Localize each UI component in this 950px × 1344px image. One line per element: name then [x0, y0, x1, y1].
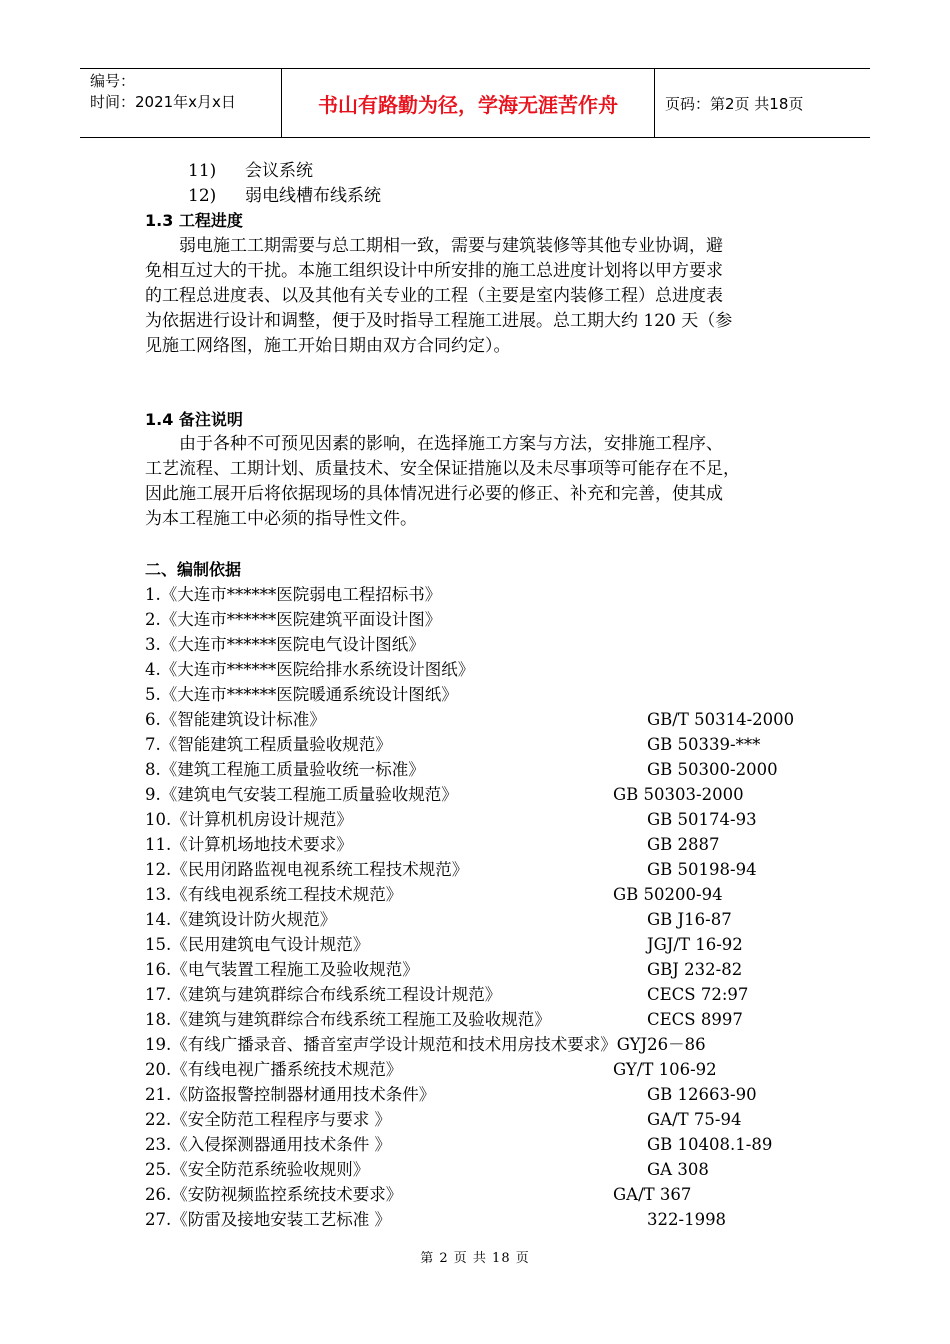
reference-item: [145, 907, 845, 932]
paragraph-line: 为依据进行设计和调整，便于及时指导工程施工进展。总工期大约 120 天（参: [145, 311, 733, 331]
reference-item: [145, 757, 845, 782]
reference-title: 18.《建筑与建筑群综合布线系统工程施工及验收规范》: [145, 1010, 551, 1029]
reference-code: GA 308: [647, 1160, 709, 1179]
header-time: 时间：2021年x月x日: [90, 93, 236, 111]
reference-title: 20.《有线电视广播系统技术规范》: [145, 1060, 403, 1079]
paragraph-line: 工艺流程、工期计划、质量技术、安全保证措施以及未尽事项等可能存在不足，: [145, 459, 740, 479]
reference-item: [145, 732, 845, 757]
section-heading: 1.4 备注说明: [145, 410, 243, 429]
reference-item: [145, 707, 845, 732]
reference-code: JGJ/T 16-92: [647, 935, 743, 954]
reference-item: [145, 1132, 845, 1157]
reference-title: 14.《建筑设计防火规范》: [145, 910, 337, 929]
paragraph-line: 免相互过大的干扰。本施工组织设计中所安排的施工总进度计划将以甲方要求: [145, 261, 723, 281]
reference-title: 23.《入侵探测器通用技术条件 》: [145, 1135, 391, 1154]
header-divider: [654, 69, 655, 137]
header-page-number: 页码：第2页 共18页: [665, 94, 804, 113]
reference-title: 11.《计算机场地技术要求》: [145, 835, 353, 854]
reference-code: GA/T 75-94: [647, 1110, 742, 1129]
reference-code: GA/T 367: [613, 1185, 692, 1204]
list-item-text: 弱电线槽布线系统: [245, 186, 381, 206]
reference-item: [145, 582, 845, 607]
reference-title: 4.《大连市******医院给排水系统设计图纸》: [145, 660, 475, 679]
header-number: 编号：: [90, 72, 136, 90]
reference-title: 26.《安防视频监控系统技术要求》: [145, 1185, 403, 1204]
reference-title: 6.《智能建筑设计标准》: [145, 710, 326, 729]
reference-code: CECS 8997: [647, 1010, 743, 1029]
reference-item: [145, 782, 845, 807]
reference-code: GB 50198-94: [647, 860, 757, 879]
paragraph-line: 弱电施工工期需要与总工期相一致，需要与建筑装修等其他专业协调，避: [179, 236, 723, 256]
reference-title: 2.《大连市******医院建筑平面设计图》: [145, 610, 442, 629]
reference-item: [145, 807, 845, 832]
paragraph-line: 见施工网络图，施工开始日期由双方合同约定）。: [145, 336, 511, 356]
reference-title: 10.《计算机机房设计规范》: [145, 810, 353, 829]
reference-title: 9.《建筑电气安装工程施工质量验收规范》: [145, 785, 458, 804]
section-paragraph: [145, 432, 825, 532]
reference-title: 19.《有线广播录音、播音室声学设计规范和技术用房技术要求》GYJ26－86: [145, 1035, 706, 1054]
reference-item: [145, 982, 845, 1007]
reference-code: GB/T 50314-2000: [647, 710, 795, 729]
reference-code: CECS 72:97: [647, 985, 749, 1004]
reference-title: 25.《安全防范系统验收规则》: [145, 1160, 370, 1179]
reference-title: 27.《防雷及接地安装工艺标准 》: [145, 1210, 391, 1229]
section-heading: 二、编制依据: [145, 560, 242, 579]
reference-item: [145, 832, 845, 857]
reference-code: 322-1998: [647, 1210, 727, 1229]
list-item-number: 12): [188, 186, 217, 206]
reference-code: GB 50303-2000: [613, 785, 744, 804]
reference-item: [145, 657, 845, 682]
page-header: [80, 68, 870, 138]
list-item-text: 会议系统: [245, 161, 313, 181]
reference-item: [145, 632, 845, 657]
reference-item: [145, 857, 845, 882]
reference-title: 22.《安全防范工程程序与要求 》: [145, 1110, 391, 1129]
reference-item: [145, 1207, 845, 1232]
reference-title: 12.《民用闭路监视电视系统工程技术规范》: [145, 860, 469, 879]
list-item-number: 11): [188, 161, 217, 181]
reference-item: [145, 932, 845, 957]
reference-code: GB 50174-93: [647, 810, 757, 829]
reference-title: 3.《大连市******医院电气设计图纸》: [145, 635, 425, 654]
reference-code: GBJ 232-82: [647, 960, 743, 979]
reference-item: [145, 1182, 845, 1207]
reference-title: 7.《智能建筑工程质量验收规范》: [145, 735, 392, 754]
page-footer: 第 2 页 共 18 页: [420, 1251, 530, 1266]
reference-code: GB 50200-94: [613, 885, 723, 904]
reference-code: GB 50339-***: [647, 735, 761, 754]
paragraph-line: 为本工程施工中必须的指导性文件。: [145, 509, 417, 529]
paragraph-line: 因此施工展开后将依据现场的具体情况进行必要的修正、补充和完善，使其成: [145, 484, 723, 504]
reference-title: 15.《民用建筑电气设计规范》: [145, 935, 370, 954]
reference-item: [145, 1032, 845, 1057]
reference-item: [145, 1157, 845, 1182]
reference-title: 21.《防盗报警控制器材通用技术条件》: [145, 1085, 436, 1104]
reference-code: GB J16-87: [647, 910, 732, 929]
reference-item: [145, 1082, 845, 1107]
reference-code: GB 2887: [647, 835, 720, 854]
reference-code: GB 10408.1-89: [647, 1135, 773, 1154]
reference-title: 13.《有线电视系统工程技术规范》: [145, 885, 403, 904]
reference-item: [145, 957, 845, 982]
reference-title: 5.《大连市******医院暖通系统设计图纸》: [145, 685, 458, 704]
reference-code: GY/T 106-92: [613, 1060, 717, 1079]
paragraph-line: 由于各种不可预见因素的影响，在选择施工方案与方法，安排施工程序、: [179, 434, 723, 454]
section-heading: 1.3 工程进度: [145, 211, 243, 230]
list-item: [188, 159, 313, 183]
reference-code: GB 50300-2000: [647, 760, 778, 779]
reference-title: 1.《大连市******医院弱电工程招标书》: [145, 585, 442, 604]
reference-item: [145, 607, 845, 632]
reference-item: [145, 1107, 845, 1132]
reference-item: [145, 1007, 845, 1032]
reference-item: [145, 1057, 845, 1082]
list-item: [188, 184, 381, 208]
reference-code: GB 12663-90: [647, 1085, 757, 1104]
reference-title: 16.《电气装置工程施工及验收规范》: [145, 960, 419, 979]
reference-title: 17.《建筑与建筑群综合布线系统工程设计规范》: [145, 985, 502, 1004]
reference-title: 8.《建筑工程施工质量验收统一标准》: [145, 760, 425, 779]
header-motto: 书山有路勤为径，学海无涯苦作舟: [318, 92, 618, 117]
section-paragraph: [145, 234, 825, 359]
header-meta: [90, 71, 280, 113]
reference-item: [145, 882, 845, 907]
paragraph-line: 的工程总进度表、以及其他有关专业的工程（主要是室内装修工程）总进度表: [145, 286, 723, 306]
reference-item: [145, 682, 845, 707]
